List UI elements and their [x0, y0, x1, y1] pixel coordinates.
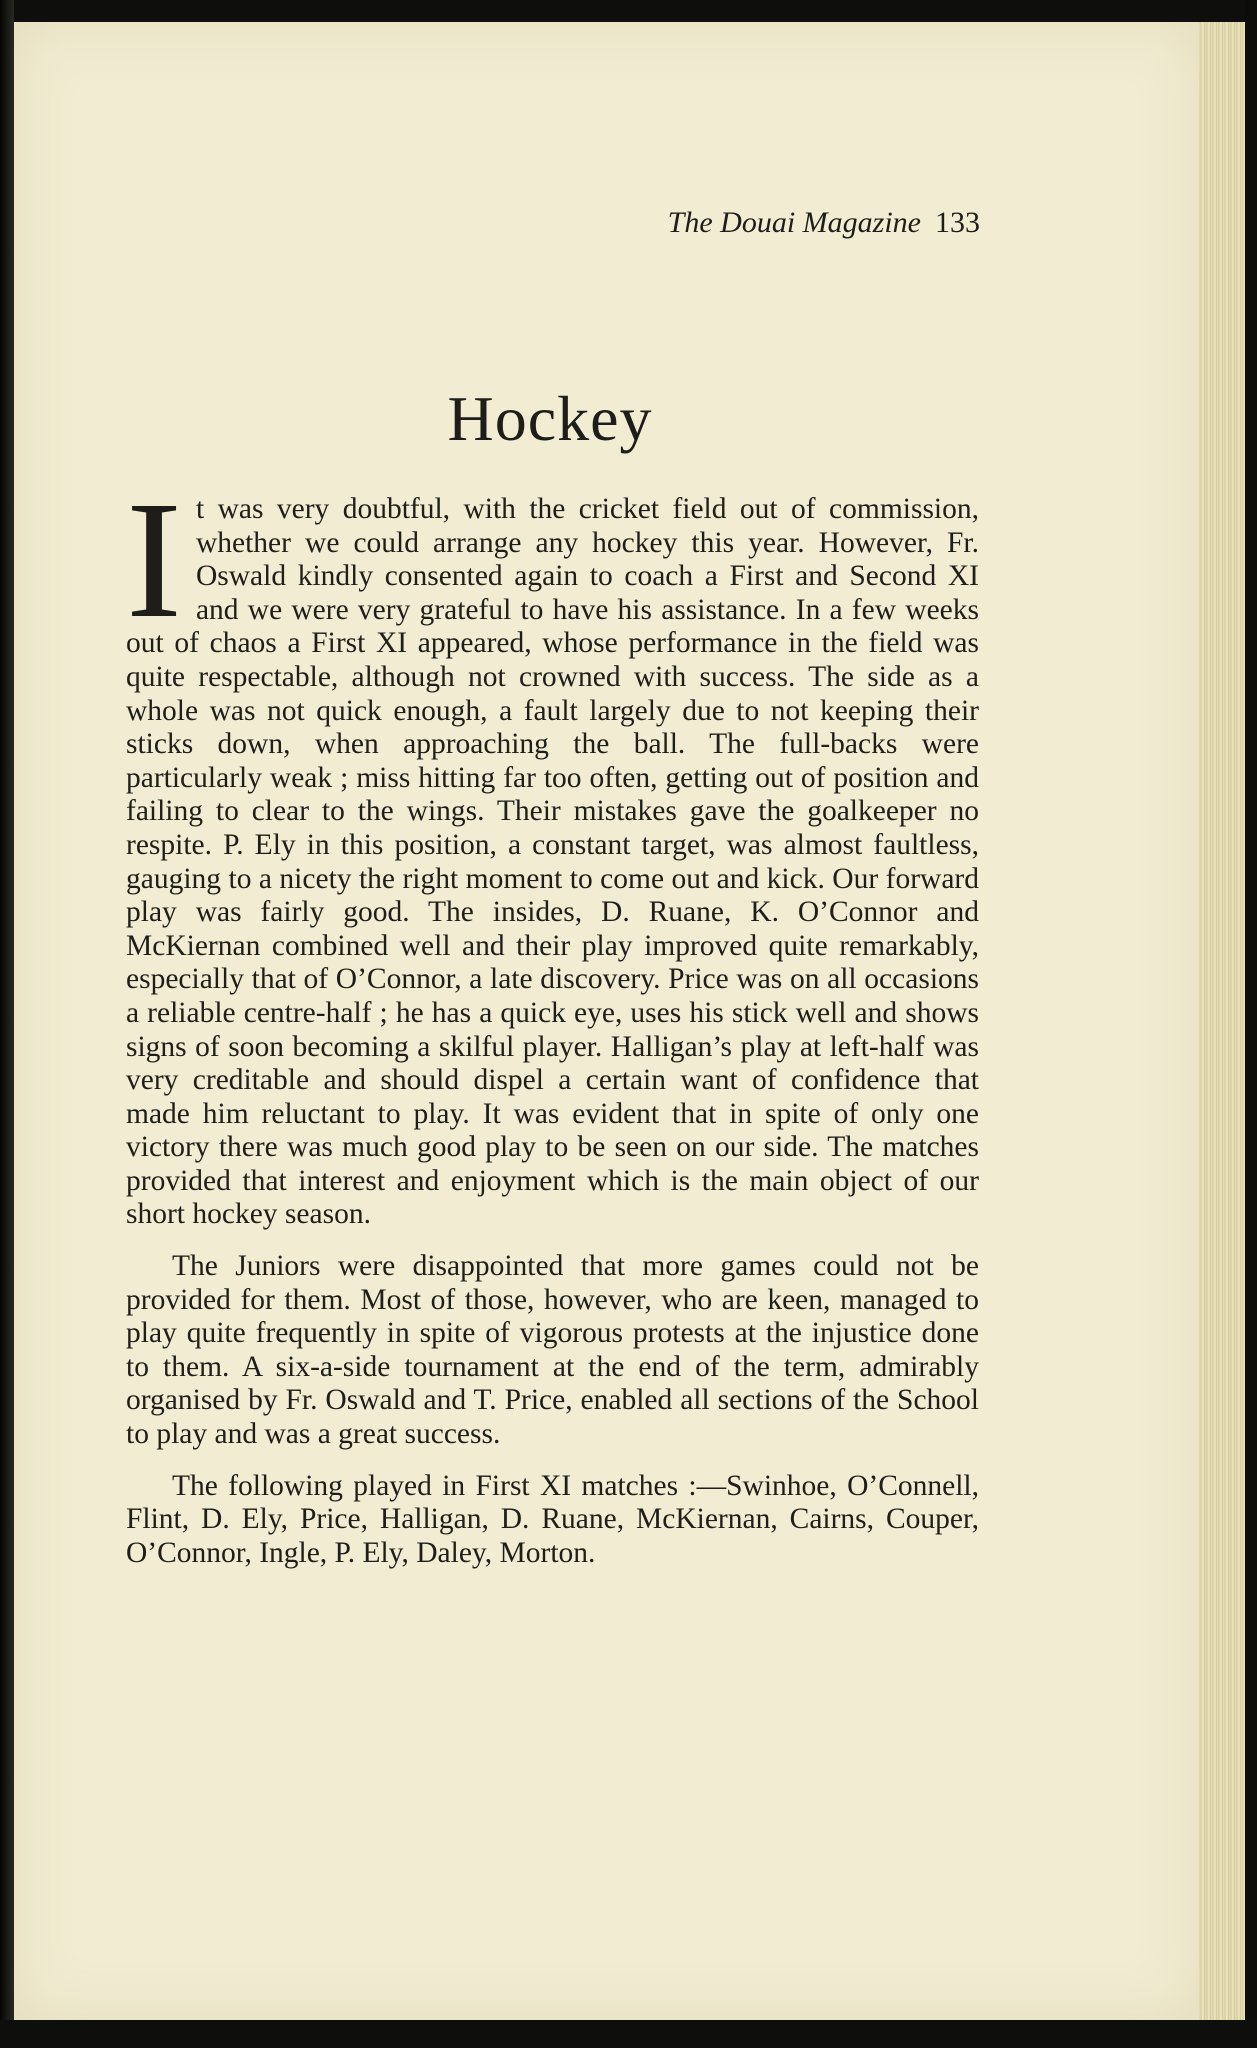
- paragraph-players-list: The following played in First XI matches :—Swinhoe, O’Connell, Flint, D. Ely, Price, Halligan, D. Ruane, McKiernan, Cairns, Couper, O’Connor, Ingle, P. Ely, Daley, Morton.: [126, 1469, 979, 1569]
- scan-top-edge: [0, 0, 1257, 22]
- magazine-title: The Douai Magazine: [667, 206, 921, 239]
- page-fore-edge: [1199, 22, 1245, 2020]
- paragraph-first-xi: It was very doubtful, with the cricket field out of commission, whether we could arrange any hockey this year. However, Fr. Oswald kindly consented again to coach a First and Second XI and we were very grateful to have his assistance. In a few weeks out of chaos a First XI appeared, whose performance in the field was quite respectable, although not crowned with success. The side as a whole was not quick enough, a fault largely due to not keeping their sticks down, when approaching the ball. The full-backs were particularly weak ; miss hitting far too often, getting out of position and failing to clear to the wings. Their mistakes gave the goalkeeper no respite. P. Ely in this position, a constant target, was almost faultless, gauging to a nicety the right moment to come out and kick. Our forward play was fairly good. The insides, D. Ruane, K. O’Connor and McKiernan combined well and their play improved quite remarkably, especially that of O’Connor, a late discovery. Price was on all occasions a reliable centre-half ; he has a quick eye, uses his stick well and shows signs of soon becoming a skilful player. Halligan’s play at left-half was very creditable and should dispel a certain want of confidence that made him reluctant to play. It was evident that in spite of only one victory there was much good play to be seen on our side. The matches provided that interest and enjoyment which is the main object of our short hockey season.: [126, 467, 979, 1231]
- book-spine-edge: [0, 0, 14, 2048]
- page-number: 133: [935, 206, 980, 239]
- article-title: [0, 382, 1100, 456]
- article-title-text: Hockey: [447, 383, 653, 454]
- running-head: [560, 206, 980, 240]
- scan-bottom-edge: [0, 2020, 1257, 2048]
- book-cover-edge: [1245, 0, 1257, 2048]
- article-body: [126, 467, 979, 1570]
- paragraph-juniors: The Juniors were disappointed that more games could not be provided for them. Most of those, however, who are keen, managed to play quite frequently in spite of vigorous protests at the injustice done to them. A six-a-side tournament at the end of the term, admirably organised by Fr. Oswald and T. Price, enabled all sections of the School to play and was a great success.: [126, 1250, 979, 1451]
